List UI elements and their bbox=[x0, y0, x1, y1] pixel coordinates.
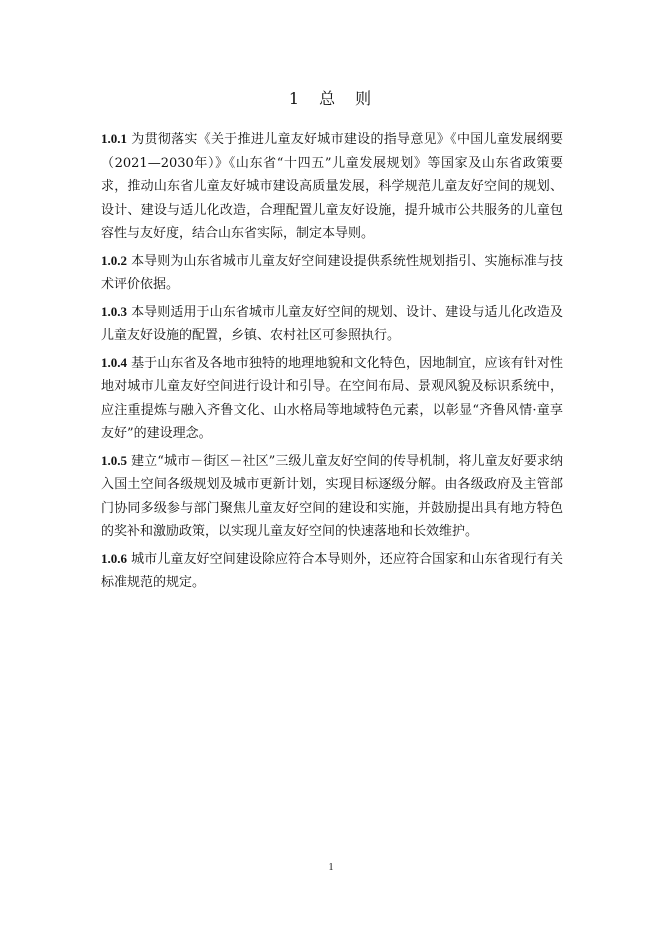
clause-1-0-1 bbox=[101, 127, 563, 246]
clause-text: 为贯彻落实《关于推进儿童友好城市建设的指导意见》《中国儿童发展纲要（2021—2030年）》《山东省“十四五”儿童发展规划》等国家及山东省政策要求，推动山东省儿童友好城市建设高质量发展，科学规范儿童友好空间的规划、设计、建设与适儿化改造，合理配置儿童友好设施，提升城市公共服务的儿童包容性与友好度，结合山东省实际，制定本导则。 bbox=[101, 132, 563, 241]
clause-list bbox=[101, 127, 563, 598]
clause-text: 建立“城市－街区－社区”三级儿童友好空间的传导机制，将儿童友好要求纳入国土空间各级规划及城市更新计划，实现目标逐级分解。由各级政府及主管部门协同多级参与部门聚焦儿童友好空间的建设和实施，并鼓励提出具有地方特色的奖补和激励政策，以实现儿童友好空间的快速落地和长效维护。 bbox=[101, 453, 563, 539]
clause-text: 本导则为山东省城市儿童友好空间建设提供系统性规划指引、实施标准与技术评价依据。 bbox=[101, 253, 563, 292]
clause-1-0-6 bbox=[101, 547, 563, 595]
chapter-title: 1 总 则 bbox=[288, 89, 374, 108]
clause-1-0-4 bbox=[101, 351, 563, 446]
clause-1-0-2 bbox=[101, 249, 563, 297]
clause-text: 城市儿童友好空间建设除应符合本导则外，还应符合国家和山东省现行有关标准规范的规定。 bbox=[101, 551, 563, 590]
clause-number: 1.0.1 bbox=[101, 131, 127, 146]
clause-1-0-5 bbox=[101, 449, 563, 544]
clause-number: 1.0.5 bbox=[101, 452, 127, 468]
clause-number: 1.0.3 bbox=[101, 303, 127, 319]
clause-text: 本导则适用于山东省城市儿童友好空间的规划、设计、建设与适儿化改造及儿童友好设施的配置，乡镇、农村社区可参照执行。 bbox=[101, 304, 563, 343]
page-number: 1 bbox=[328, 862, 334, 873]
clause-number: 1.0.4 bbox=[101, 354, 127, 370]
clause-number: 1.0.6 bbox=[101, 550, 127, 566]
clause-number: 1.0.2 bbox=[101, 252, 127, 268]
clause-text: 基于山东省及各地市独特的地理地貌和文化特色，因地制宜，应该有针对性地对城市儿童友好空间进行设计和引导。在空间布局、景观风貌及标识系统中，应注重提炼与融入齐鲁文化、山水格局等地域特色元素，以彰显“齐鲁风情·童享友好”的建设理念。 bbox=[101, 355, 563, 441]
clause-1-0-3 bbox=[101, 300, 563, 348]
